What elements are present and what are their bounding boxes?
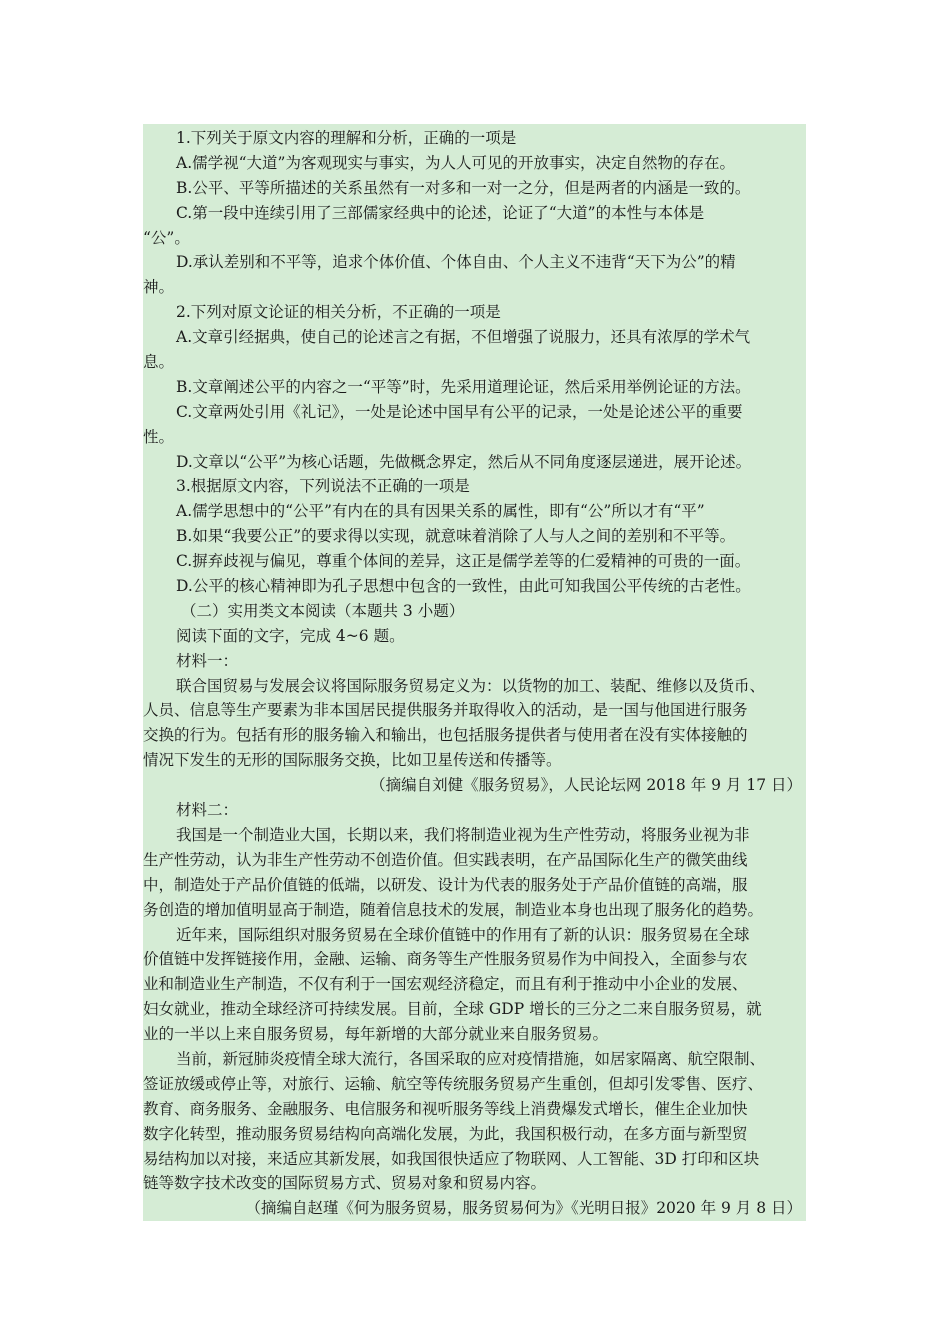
text-line: 链等数字技术改变的国际贸易方式、贸易对象和贸易内容。 [143, 1174, 547, 1193]
text-line: 生产性劳动，认为非生产性劳动不创造价值。但实践表明，在产品国际化生产的微笑曲线 [143, 850, 748, 869]
text-line: 息。 [143, 353, 175, 372]
text-line: B.公平、平等所描述的关系虽然有一对多和一对一之分，但是两者的内涵是一致的。 [176, 178, 751, 197]
text-line: 阅读下面的文字，完成 4~6 题。 [176, 626, 405, 645]
text-line: C.第一段中连续引用了三部儒家经典中的论述，论证了“大道”的本性与本体是 [176, 203, 705, 222]
text-line: 业和制造业生产制造，不仅有利于一国宏观经济稳定，而且有利于推动中小企业的发展、 [143, 975, 748, 994]
document-page [143, 124, 806, 1221]
text-line: D.文章以“公平”为核心话题，先做概念界定，然后从不同角度逐层递进，展开论述。 [176, 452, 752, 471]
text-line: （摘编自赵瑾《何为服务贸易，服务贸易何为》《光明日报》2020 年 9 月 8 日） [245, 1199, 802, 1218]
text-line: 1.下列关于原文内容的理解和分析，正确的一项是 [176, 129, 517, 147]
text-line: 务创造的增加值明显高于制造，随着信息技术的发展，制造业本身也出现了服务化的趋势。 [143, 900, 764, 919]
text-line: （摘编自刘健《服务贸易》，人民论坛网 2018 年 9 月 17 日） [370, 776, 802, 795]
text-line: 人员、信息等生产要素为非本国居民提供服务并取得收入的活动，是一国与他国进行服务 [143, 701, 748, 720]
text-line: 签证放缓或停止等，对旅行、运输、航空等传统服务贸易产生重创，但却引发零售、医疗、 [143, 1074, 764, 1093]
text-line: D.承认差别和不平等，追求个体价值、个体自由、个人主义不违背“天下为公”的精 [176, 253, 736, 272]
text-line: 材料一： [176, 651, 239, 670]
text-line: C.文章两处引用《礼记》，一处是论述中国早有公平的记录，一处是论述公平的重要 [176, 402, 743, 421]
text-line: D.公平的核心精神即为孔子思想中包含的一致性，由此可知我国公平传统的古老性。 [176, 577, 751, 596]
text-line: B.如果“我要公正”的要求得以实现，就意味着消除了人与人之间的差别和不平等。 [176, 527, 736, 546]
text-line: 联合国贸易与发展会议将国际服务贸易定义为：以货物的加工、装配、维修以及货币、 [176, 676, 766, 695]
text-line: 教育、商务服务、金融服务、电信服务和视听服务等线上消费爆发式增长，催生企业加快 [143, 1099, 748, 1118]
text-line: 易结构加以对接，来适应其新发展，如我国很快适应了物联网、人工智能、3D 打印和区块 [143, 1149, 760, 1168]
text-line: 当前，新冠肺炎疫情全球大流行，各国采取的应对疫情措施，如居家隔离、航空限制、 [176, 1049, 766, 1068]
text-line: A.文章引经据典，使自己的论述言之有据，不但增强了说服力，还具有浓厚的学术气 [176, 328, 751, 347]
text-line: 情况下发生的无形的国际服务交换，比如卫星传送和传播等。 [143, 751, 562, 770]
document-text [143, 126, 806, 1221]
text-line: （二）实用类文本阅读（本题共 3 小题） [181, 601, 465, 620]
text-line: 材料二： [176, 801, 239, 820]
text-line: 我国是一个制造业大国，长期以来，我们将制造业视为生产性劳动，将服务业视为非 [176, 825, 750, 844]
text-line: 3.根据原文内容，下列说法不正确的一项是 [176, 477, 470, 496]
text-line: “公”。 [143, 228, 190, 247]
text-line: A.儒学视“大道”为客观现实与事实，为人人可见的开放事实，决定自然物的存在。 [176, 153, 735, 172]
text-line: A.儒学思想中的“公平”有内在的具有因果关系的属性，即有“公”所以才有“平” [176, 502, 705, 521]
text-line: 2.下列对原文论证的相关分析，不正确的一项是 [176, 303, 501, 322]
text-line: 神。 [143, 278, 175, 297]
text-line: C.摒弃歧视与偏见，尊重个体间的差异，这正是儒学差等的仁爱精神的可贵的一面。 [176, 552, 751, 571]
text-line: B.文章阐述公平的内容之一“平等”时，先采用道理论证，然后采用举例论证的方法。 [176, 377, 751, 396]
text-line: 近年来，国际组织对服务贸易在全球价值链中的作用有了新的认识：服务贸易在全球 [176, 925, 750, 944]
text-line: 性。 [143, 427, 175, 446]
text-line: 数字化转型，推动服务贸易结构向高端化发展，为此，我国积极行动，在多方面与新型贸 [143, 1124, 748, 1143]
text-line: 交换的行为。包括有形的服务输入和输出，也包括服务提供者与使用者在没有实体接触的 [143, 726, 748, 745]
text-line: 价值链中发挥链接作用，金融、运输、商务等生产性服务贸易作为中间投入，全面参与农 [143, 950, 748, 969]
text-line: 中，制造处于产品价值链的低端，以研发、设计为代表的服务处于产品价值链的高端，服 [143, 875, 748, 894]
text-line: 妇女就业，推动全球经济可持续发展。目前，全球 GDP 增长的三分之二来自服务贸易，就 [143, 1000, 762, 1019]
text-line: 业的一半以上来自服务贸易，每年新增的大部分就业来自服务贸易。 [143, 1025, 609, 1044]
